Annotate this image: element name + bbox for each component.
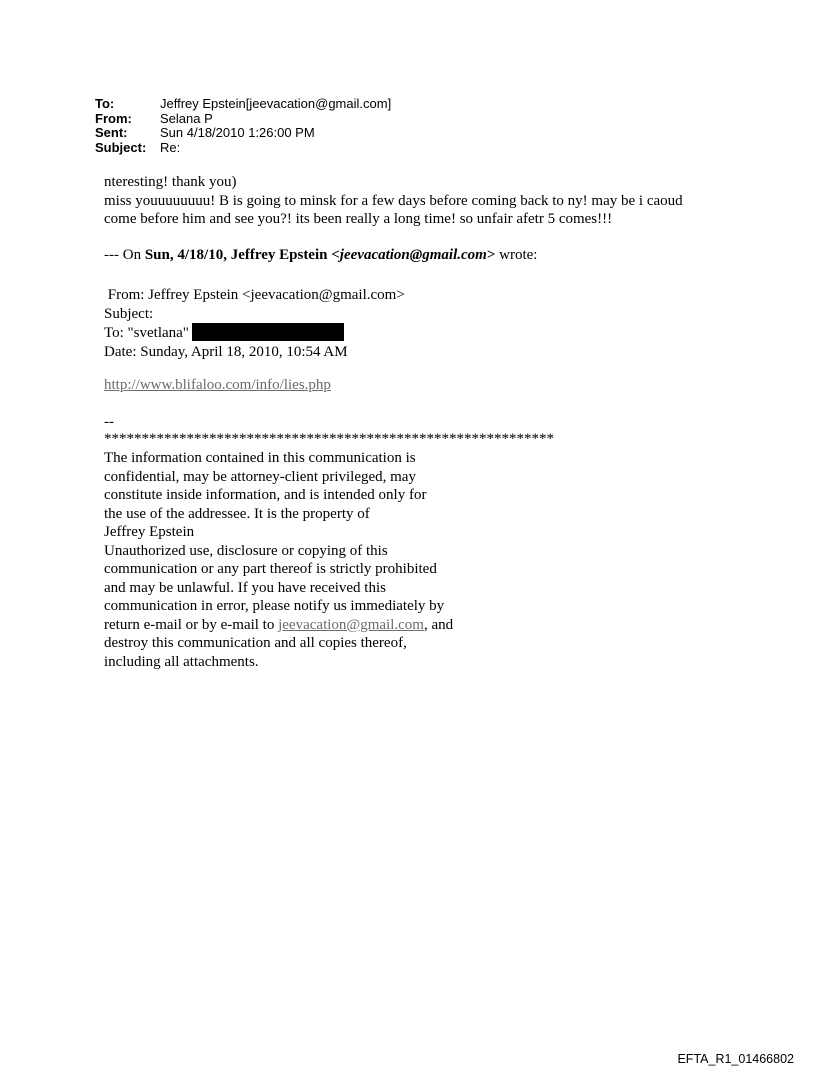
notice-line: confidential, may be attorney-client privileged, may (104, 468, 416, 485)
notice-return-line (104, 616, 453, 635)
redaction-block (192, 323, 344, 341)
email-header (95, 97, 391, 155)
body-line: come before him and see you?! its been really a long time! so unfair afetr 5 comes!!! (104, 211, 613, 227)
return-prefix: return e-mail or by e-mail to (104, 616, 279, 633)
quote-email: jeevacation@gmail.com (339, 247, 487, 263)
quoted-from: From: Jeffrey Epstein <jeevacation@gmail.com> (104, 287, 405, 303)
notice-line: communication in error, please notify us immediately by (104, 598, 445, 614)
quoted-to-text: To: "svetlana" (104, 325, 189, 341)
signature-stars: ************************************************************ (104, 430, 554, 447)
header-from-row (95, 112, 391, 127)
quote-email-open: < (327, 247, 340, 263)
body-line: nteresting! thank you) (104, 174, 237, 190)
from-label: From: (95, 110, 132, 126)
notice-line: the use of the addressee. It is the property of (104, 505, 370, 522)
sent-value: Sun 4/18/2010 1:26:00 PM (160, 125, 315, 140)
notice-line: Unauthorized use, disclosure or copying of this (104, 542, 388, 559)
subject-value: Re: (160, 139, 181, 155)
quoted-subject: Subject: (104, 305, 154, 322)
confidentiality-notice (104, 449, 453, 671)
subject-label: Subject: (95, 139, 147, 155)
quote-suffix: wrote: (495, 247, 538, 263)
return-suffix: , and (423, 616, 454, 633)
notice-line: including all attachments. (104, 653, 259, 670)
notice-line: and may be unlawful. If you have received this (104, 579, 386, 596)
signature-dashes: -- (104, 414, 114, 430)
from-value: Selana P (160, 110, 213, 126)
body-line: miss youuuuuuuu! B is going to minsk for a few days before coming back to ny! may be i caoud (104, 192, 683, 209)
quote-date-sender: Sun, 4/18/10, Jeffrey Epstein (144, 247, 328, 263)
notice-line: Jeffrey Epstein (104, 524, 195, 540)
quoted-url-link[interactable]: http://www.blifaloo.com/info/lies.php (104, 377, 331, 393)
header-to-row (95, 97, 391, 112)
to-label: To: (95, 96, 115, 111)
quoted-header (104, 286, 405, 361)
sent-label: Sent: (95, 125, 128, 140)
notice-line: constitute inside information, and is intended only for (104, 487, 427, 503)
notice-line: communication or any part thereof is strictly prohibited (104, 561, 437, 577)
quoted-date: Date: Sunday, April 18, 2010, 10:54 AM (104, 343, 348, 360)
quote-email-close: > (486, 247, 496, 263)
notice-line: The information contained in this communication is (104, 450, 416, 466)
quote-prefix: --- On (104, 247, 145, 263)
to-value: Jeffrey Epstein[jeevacation@gmail.com] (160, 96, 392, 111)
quote-attribution (104, 246, 537, 265)
quoted-url-row (104, 376, 331, 395)
header-sent-row (95, 126, 391, 141)
document-id: EFTA_R1_01466802 (677, 1052, 794, 1066)
return-email-link[interactable]: jeevacation@gmail.com (278, 616, 424, 633)
notice-line: destroy this communication and all copies thereof, (104, 635, 407, 651)
signature-separator (104, 413, 554, 446)
header-subject-row (95, 141, 391, 156)
quoted-to (104, 323, 405, 343)
message-body (104, 173, 683, 229)
